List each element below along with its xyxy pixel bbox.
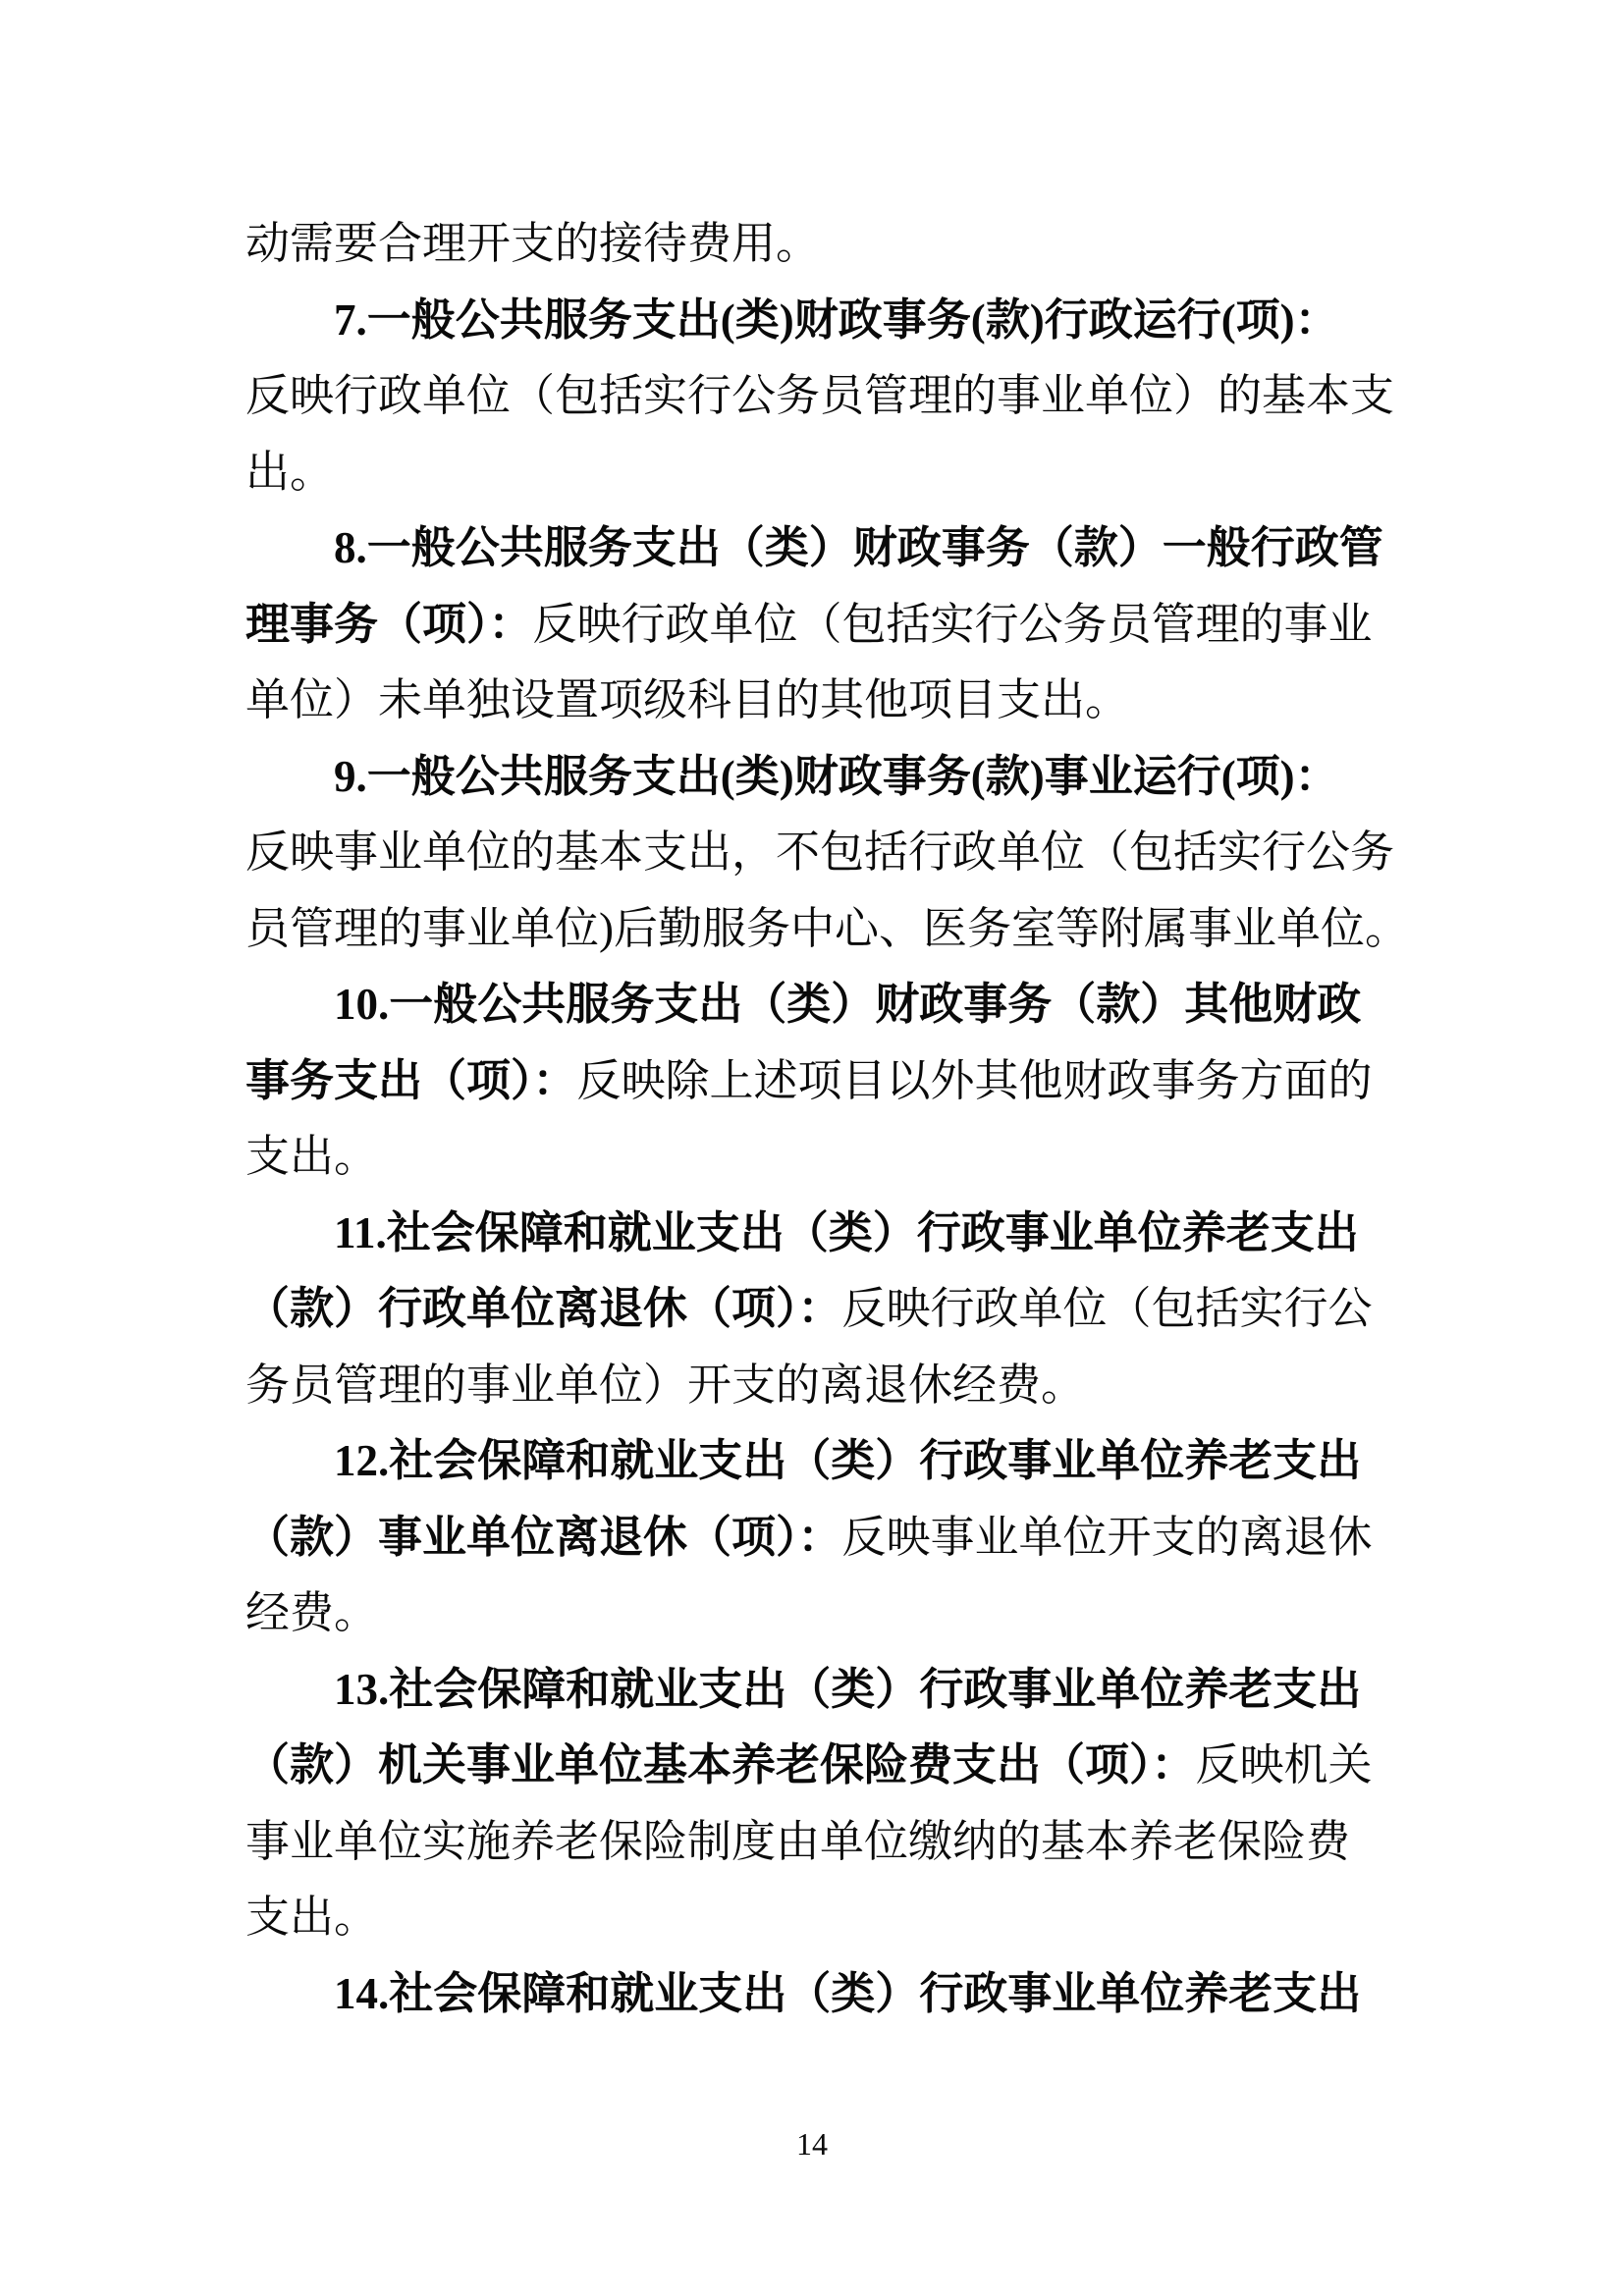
body-text-run: 反映行政单位（包括实行公务员管理的事业单位）的基本支 — [245, 371, 1395, 420]
text-line — [245, 967, 1414, 1043]
body-text-run: 反映除上述项目以外其他财政事务方面的 — [576, 1055, 1373, 1105]
text-line — [245, 891, 1414, 968]
body-text-run: 经费。 — [245, 1588, 379, 1637]
body-text-run: 支出。 — [245, 1132, 379, 1181]
text-line — [245, 1880, 1414, 1956]
text-line — [245, 1196, 1414, 1272]
text-line — [245, 663, 1414, 739]
body-text-run: 动需要合理开支的接待费用。 — [245, 219, 821, 268]
body-text-run: 单位）未单独设置项级科目的其他项目支出。 — [245, 675, 1130, 724]
body-text-run: 事业单位实施养老保险制度由单位缴纳的基本养老保险费 — [245, 1816, 1351, 1866]
heading-text-run: 理事务（项）： — [245, 599, 533, 649]
text-line — [245, 1119, 1414, 1196]
text-line — [245, 815, 1414, 891]
body-text-run: 反映行政单位（包括实行公 — [841, 1284, 1373, 1333]
heading-text-run: 10.一般公共服务支出（类）财政事务（款）其他财政 — [334, 980, 1362, 1029]
text-line — [245, 1500, 1414, 1576]
heading-text-run: 14.社会保障和就业支出（类）行政事业单位养老支出 — [334, 1968, 1362, 2018]
text-line — [245, 1652, 1414, 1729]
body-text-run: 反映事业单位的基本支出，不包括行政单位（包括实行公务 — [245, 828, 1395, 877]
body-text-run: 员管理的事业单位)后勤服务中心、医务室等附属事业单位。 — [245, 903, 1409, 953]
page-number: 14 — [796, 2126, 828, 2162]
text-line — [245, 206, 1414, 283]
body-text-run: 务员管理的事业单位）开支的离退休经费。 — [245, 1360, 1086, 1410]
body-text-run: 反映机关 — [1195, 1740, 1373, 1789]
heading-text-run: 9.一般公共服务支出(类)财政事务(款)事业运行(项)： — [334, 751, 1339, 801]
body-text-run: 出。 — [245, 447, 335, 497]
text-line — [245, 739, 1414, 816]
heading-text-run: 12.社会保障和就业支出（类）行政事业单位养老支出 — [334, 1436, 1362, 1485]
text-line — [245, 587, 1414, 664]
heading-text-run: （款）事业单位离退休（项）： — [245, 1512, 842, 1562]
text-line — [245, 1575, 1414, 1652]
body-text-run: 反映行政单位（包括实行公务员管理的事业 — [532, 599, 1373, 649]
text-line — [245, 1804, 1414, 1881]
heading-text-run: （款）机关事业单位基本养老保险费支出（项）： — [245, 1740, 1196, 1789]
text-line — [245, 358, 1414, 435]
text-content — [245, 206, 1414, 2032]
text-line — [245, 1423, 1414, 1500]
heading-text-run: 13.社会保障和就业支出（类）行政事业单位养老支出 — [334, 1664, 1362, 1714]
text-line — [245, 1271, 1414, 1348]
body-text-run: 反映事业单位开支的离退休 — [841, 1512, 1373, 1562]
text-line — [245, 510, 1414, 587]
heading-text-run: 事务支出（项）： — [245, 1055, 577, 1105]
heading-text-run: 8.一般公共服务支出（类）财政事务（款）一般行政管 — [334, 523, 1383, 572]
text-line — [245, 1956, 1414, 2033]
text-line — [245, 1043, 1414, 1120]
body-text-run: 支出。 — [245, 1893, 379, 1942]
heading-text-run: （款）行政单位离退休（项）： — [245, 1284, 842, 1333]
text-line — [245, 435, 1414, 511]
text-line — [245, 1728, 1414, 1804]
text-line — [245, 1348, 1414, 1424]
text-line — [245, 283, 1414, 359]
heading-text-run: 11.社会保障和就业支出（类）行政事业单位养老支出 — [334, 1207, 1359, 1257]
heading-text-run: 7.一般公共服务支出(类)财政事务(款)行政运行(项)： — [334, 294, 1339, 345]
